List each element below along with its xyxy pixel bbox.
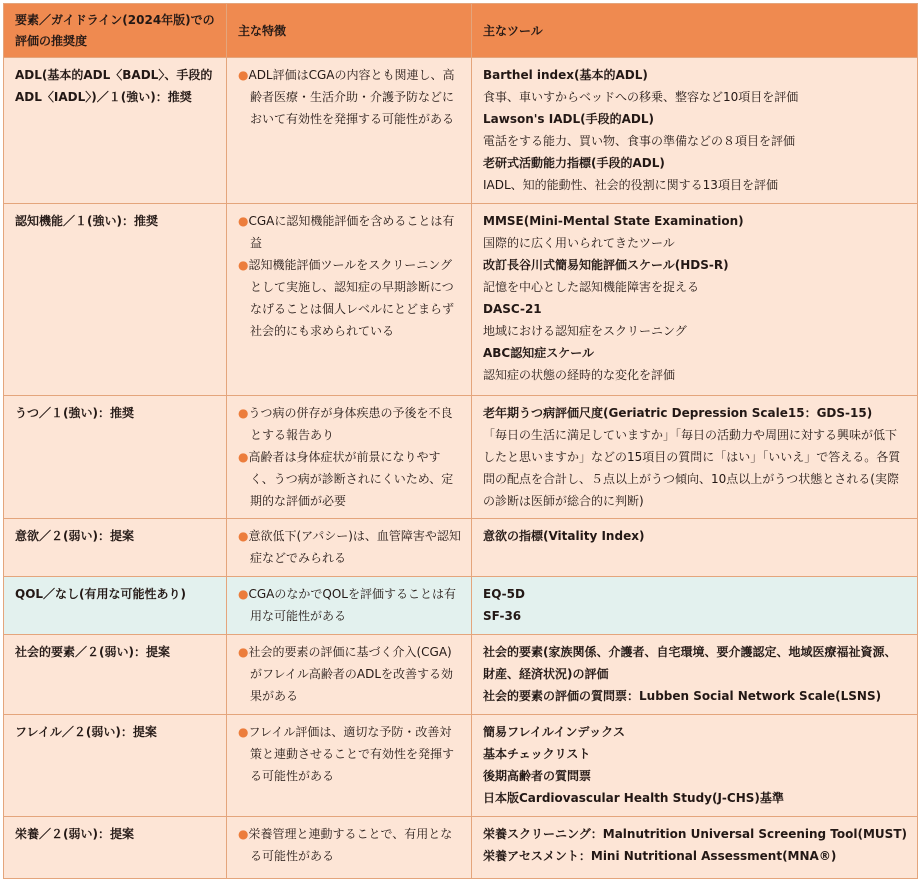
features-cell bbox=[227, 58, 472, 204]
table-row bbox=[4, 58, 918, 204]
tool-description: 国際的に広く用いられてきたツール bbox=[483, 236, 675, 250]
tools-cell bbox=[472, 715, 918, 817]
element-cell bbox=[4, 577, 227, 635]
feature-item: ●CGAのなかでQOLを評価することは有用な可能性がある bbox=[238, 587, 456, 623]
element-label: うつ／１(強い)：推奨 bbox=[15, 406, 134, 420]
bullet-icon: ● bbox=[238, 827, 249, 841]
features-cell bbox=[227, 577, 472, 635]
table-row bbox=[4, 396, 918, 519]
table-row bbox=[4, 204, 918, 396]
tool-name: 栄養スクリーニング：Malnutrition Universal Screening Tool(MUST) bbox=[483, 827, 907, 841]
tool-description: 地域における認知症をスクリーニング bbox=[483, 324, 687, 338]
tool-name: 基本チェックリスト bbox=[483, 747, 591, 761]
element-label: QOL／なし(有用な可能性あり) bbox=[15, 587, 187, 601]
features-cell bbox=[227, 635, 472, 715]
tools-cell bbox=[472, 635, 918, 715]
features-cell bbox=[227, 204, 472, 396]
table-row bbox=[4, 817, 918, 879]
element-label: フレイル／２(弱い)：提案 bbox=[15, 725, 157, 739]
tool-name: 日本版Cardiovascular Health Study(J-CHS)基準 bbox=[483, 791, 784, 805]
features-cell bbox=[227, 715, 472, 817]
element-label: 社会的要素／２(弱い)：提案 bbox=[15, 645, 170, 659]
element-cell bbox=[4, 715, 227, 817]
tools-cell bbox=[472, 396, 918, 519]
tool-name: 後期高齢者の質問票 bbox=[483, 769, 592, 783]
tool-name: 栄養アセスメント：Mini Nutritional Assessment(MNA®) bbox=[483, 849, 837, 863]
tool-name: 簡易フレイルインデックス bbox=[483, 725, 625, 739]
tools-cell bbox=[472, 519, 918, 577]
features-cell bbox=[227, 396, 472, 519]
element-label: 意欲／２(弱い)：提案 bbox=[15, 529, 134, 543]
element-cell bbox=[4, 58, 227, 204]
header-element-guideline: 要素／ガイドライン(2024年版)での評価の推奨度 bbox=[4, 4, 227, 58]
tool-name: SF-36 bbox=[483, 609, 522, 623]
features-cell bbox=[227, 519, 472, 577]
tool-name: 社会的要素(家族関係、介護者、自宅環境、要介護認定、地域医療福祉資源、財産、経済状況)の評価 bbox=[483, 645, 897, 681]
table-row bbox=[4, 715, 918, 817]
tool-name: EQ-5D bbox=[483, 587, 525, 601]
tool-description: 食事、車いすからベッドへの移乗、整容など10項目を評価 bbox=[483, 90, 799, 104]
tool-description: 認知症の状態の経時的な変化を評価 bbox=[483, 368, 676, 382]
tool-description: 電話をする能力、買い物、食事の準備などの８項目を評価 bbox=[483, 134, 796, 148]
bullet-icon: ● bbox=[238, 406, 249, 420]
element-label: 認知機能／１(強い)：推奨 bbox=[15, 214, 158, 228]
table-header-row bbox=[4, 4, 918, 58]
element-cell bbox=[4, 817, 227, 879]
tool-name: 改訂長谷川式簡易知能評価スケール(HDS-R) bbox=[483, 258, 729, 272]
tool-description: 記憶を中心とした認知機能障害を捉える bbox=[483, 280, 700, 294]
tool-name: 老年期うつ病評価尺度(Geriatric Depression Scale15：GDS-15) bbox=[483, 406, 873, 420]
tools-cell bbox=[472, 577, 918, 635]
header-tools: 主なツール bbox=[472, 4, 918, 58]
features-cell bbox=[227, 817, 472, 879]
bullet-icon: ● bbox=[238, 450, 249, 464]
bullet-icon: ● bbox=[238, 725, 249, 739]
tool-name: ABC認知症スケール bbox=[483, 346, 595, 360]
element-cell bbox=[4, 635, 227, 715]
tool-name: 社会的要素の評価の質問票：Lubben Social Network Scale(LSNS) bbox=[483, 689, 882, 703]
feature-item: ●認知機能評価ツールをスクリーニングとして実施し、認知症の早期診断につなげることは個人レベルにとどまらず社会的にも求められている bbox=[238, 258, 455, 338]
element-cell bbox=[4, 204, 227, 396]
tool-description: 「毎日の生活に満足していますか」「毎日の活動力や周囲に対する興味が低下したと思いますか」などの15項目の質問に「はい」「いいえ」で答える。各質問の配点を合計し、５点以上がうつ傾向、10点以上がうつ状態とされる(実際の診断は医師が総合的に判断) bbox=[483, 428, 901, 508]
feature-item: ●CGAに認知機能評価を含めることは有益 bbox=[238, 214, 455, 250]
tool-name: 老研式活動能力指標(手段的ADL) bbox=[483, 156, 665, 170]
tool-name: DASC-21 bbox=[483, 302, 542, 316]
cga-evaluation-table bbox=[3, 3, 918, 879]
feature-item: ●うつ病の併存が身体疾患の予後を不良とする報告あり bbox=[238, 406, 453, 442]
element-label: ADL(基本的ADL〈BADL〉、手段的ADL〈IADL〉)／１(強い)：推奨 bbox=[15, 68, 213, 104]
tool-description: IADL、知的能動性、社会的役割に関する13項目を評価 bbox=[483, 178, 778, 192]
table-row bbox=[4, 519, 918, 577]
feature-item: ●意欲低下(アパシー)は、血管障害や認知症などでみられる bbox=[238, 529, 461, 565]
bullet-icon: ● bbox=[238, 258, 249, 272]
tools-cell bbox=[472, 817, 918, 879]
feature-item: ●高齢者は身体症状が前景になりやすく、うつ病が診断されにくいため、定期的な評価が必要 bbox=[238, 450, 454, 508]
header-features: 主な特徴 bbox=[227, 4, 472, 58]
tool-name: Barthel index(基本的ADL) bbox=[483, 68, 648, 82]
tools-cell bbox=[472, 204, 918, 396]
table-row bbox=[4, 635, 918, 715]
feature-item: ●社会的要素の評価に基づく介入(CGA)がフレイル高齢者のADLを改善する効果がある bbox=[238, 645, 454, 703]
tools-cell bbox=[472, 58, 918, 204]
bullet-icon: ● bbox=[238, 587, 249, 601]
bullet-icon: ● bbox=[238, 214, 249, 228]
bullet-icon: ● bbox=[238, 645, 249, 659]
table-row bbox=[4, 577, 918, 635]
bullet-icon: ● bbox=[238, 68, 249, 82]
tool-name: 意欲の指標(Vitality Index) bbox=[483, 529, 645, 543]
feature-item: ●ADL評価はCGAの内容とも関連し、高齢者医療・生活介助・介護予防などにおいて有効性を発揮する可能性がある bbox=[238, 68, 455, 126]
tool-name: Lawson's IADL(手段的ADL) bbox=[483, 112, 654, 126]
element-cell bbox=[4, 396, 227, 519]
feature-item: ●栄養管理と連動することで、有用となる可能性がある bbox=[238, 827, 453, 863]
element-cell bbox=[4, 519, 227, 577]
element-label: 栄養／２(弱い)：提案 bbox=[15, 827, 134, 841]
feature-item: ●フレイル評価は、適切な予防・改善対策と連動させることで有効性を発揮する可能性がある bbox=[238, 725, 455, 783]
tool-name: MMSE(Mini-Mental State Examination) bbox=[483, 214, 744, 228]
bullet-icon: ● bbox=[238, 529, 249, 543]
